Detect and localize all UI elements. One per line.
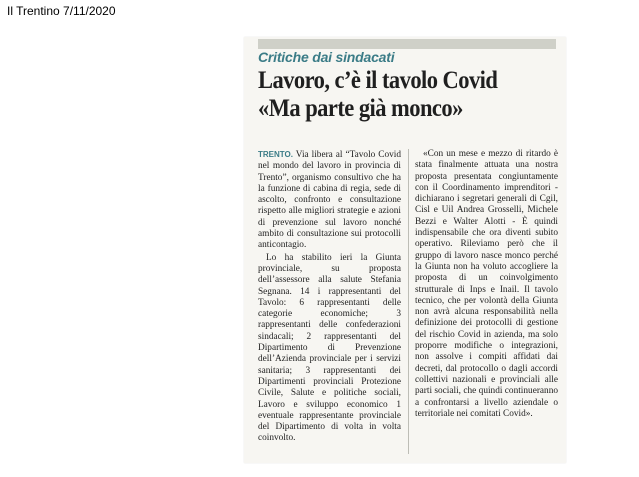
headline-line-1: Lavoro, c’è il tavolo Covid [258,67,498,94]
right-column [415,149,558,420]
source-label: Il Trentino 7/11/2020 [7,4,116,18]
article-body [258,149,558,459]
article-headline [258,67,528,123]
dateline: TRENTO. [258,150,293,159]
left-paragraph-1-text: Via libera al “Tavolo Covid nel mondo del lavoro in provincia di Trento”, organismo consultivo che ha la funzione di cabina di regia, sede di ascolto, confronto e consultazione rispetto alle migliori strategie e azioni di prevenzione sul lavoro nonché ambito di consultazione sui protocolli anticontagio. [258,150,402,251]
kicker-bar [258,39,556,49]
left-column [258,149,401,445]
article-kicker: Critiche dai sindacati [258,49,395,65]
newspaper-clipping [244,37,566,463]
headline-line-2: «Ma parte già monco» [258,95,463,122]
left-paragraph-1 [258,149,401,252]
column-divider [408,149,409,454]
right-paragraph-1: «Con un mese e mezzo di ritardo è stata finalmente attuata una nostra proposta presentata congiuntamente con il Coordinamento imprenditori - dichiarano i segretari generali di Cgil, Cisl e Uil Andrea Grosselli, Michele Bezzi e Walter Alotti - È quindi indispensabile che ora diventi subito operativo. Rileviamo però che il gruppo di lavoro nasce monco perché la Giunta non ha voluto accogliere la proposta di un coinvolgimento strutturale di Inps e Inail. Il tavolo tecnico, che per volontà della Giunta non avrà alcuna responsabilità nella definizione dei protocolli di gestione del rischio Covid in azienda, ma solo proporre modifiche o integrazioni, non assolve i compiti affidati dai decreti, dal protocollo o dagli accordi collettivi nazionali e provinciali alle parti sociali, che quindi continueranno a confrontarsi a livello aziendale o territoriale nei comitati Covid». [415,149,558,419]
left-paragraph-2: Lo ha stabilito ieri la Giunta provinciale, su proposta dell’assessore alla salute Stefania Segnana. 14 i rappresentanti del Tavolo: 6 rappresentanti delle categorie economiche; 3 rappresentanti delle confederazioni sindacali; 2 rappresentanti del Dipartimento di Prevenzione dell’Azienda provinciale per i servizi sanitaria; 3 rappresentanti dei Dipartimenti provinciali Protezione Civile, Salute e politiche sociali, Lavoro e sviluppo economico 1 eventuale rappresentante provinciale del Dipartimento di volta in volta coinvolto. [258,252,401,444]
